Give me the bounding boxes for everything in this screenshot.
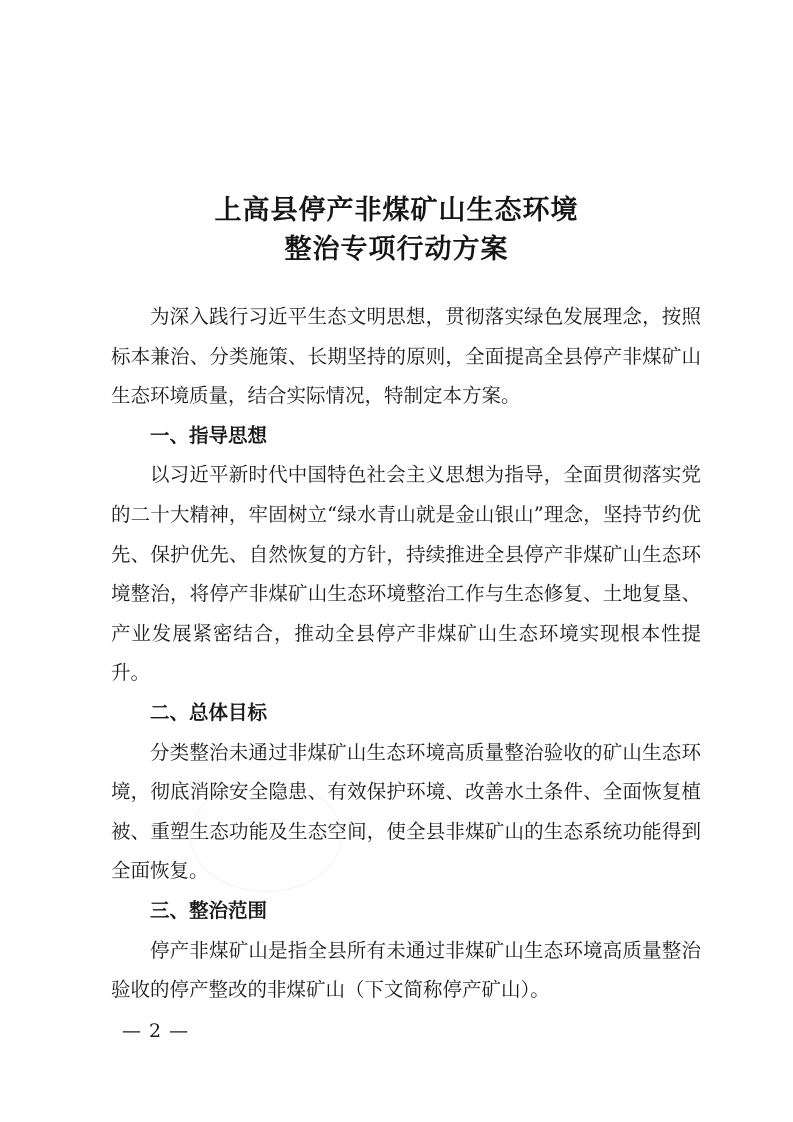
section-paragraph-guiding-ideology: 以习近平新时代中国特色社会主义思想为指导，全面贯彻落实党的二十大精神，牢固树立“绿水青山就是金山银山”理念，坚持节约优先、保护优先、自然恢复的方针，持续推进全县停产非煤矿山生态环境整治，将停产非煤矿山生态环境整治工作与生态修复、土地复垦、产业发展紧密结合，推动全县停产非煤矿山生态环境实现根本性提升。 — [111, 463, 701, 685]
section-heading-guiding-ideology: 一、指导思想 — [150, 423, 268, 447]
document-title-line-1: 上高县停产非煤矿山生态环境 — [214, 195, 579, 226]
intro-paragraph: 为深入践行习近平生态文明思想，贯彻落实绿色发展理念，按照标本兼治、分类施策、长期坚持的原则，全面提高全县停产非煤矿山生态环境质量，结合实际情况，特制定本方案。 — [111, 305, 701, 408]
document-title-line-2: 整治专项行动方案 — [284, 234, 509, 265]
section-heading-scope: 三、整治范围 — [150, 898, 268, 922]
section-heading-overall-goal: 二、总体目标 — [150, 700, 268, 724]
page-number: — 2 — — [122, 1020, 190, 1042]
section-paragraph-scope: 停产非煤矿山是指全县所有未通过非煤矿山生态环境高质量整治验收的停产整改的非煤矿山（下文简称停产矿山）。 — [111, 938, 701, 1002]
section-paragraph-overall-goal: 分类整治未通过非煤矿山生态环境高质量整治验收的矿山生态环境，彻底消除安全隐患、有效保护环境、改善水土条件、全面恢复植被、重塑生态功能及生态空间，使全县非煤矿山的生态系统功能得到全面恢复。 — [111, 740, 701, 883]
document-body — [111, 297, 701, 1010]
